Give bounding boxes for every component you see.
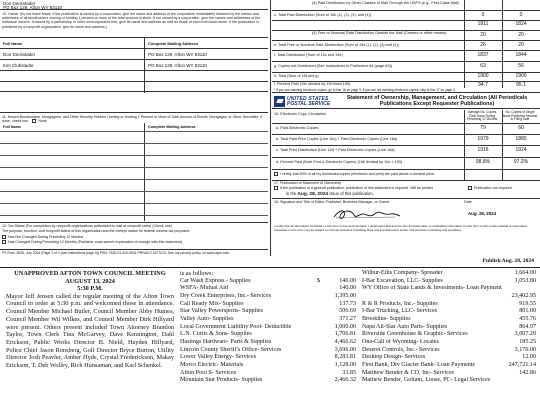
claim-vendor: Riverside Greenhouse & Graphic- Services bbox=[362, 331, 468, 338]
tax-status-section bbox=[0, 222, 268, 255]
currency-symbol: $ bbox=[316, 277, 320, 284]
value-avg: 26 bbox=[480, 42, 486, 48]
claim-amount: 247,721.14 bbox=[508, 362, 536, 369]
certify-checkbox[interactable] bbox=[274, 172, 278, 176]
value-avg: 63 bbox=[480, 63, 486, 69]
minutes-body: Mayor Jeff Jensen called the regular meeting of the Afton Town Council to order at 5:30 p.m. and welcomed those in attendance. Council Member Michael Butler, Council Member Abby Humes, Council Member Wil Wilkes, and Council Member Dirk Hillyard were present. Others present included Town Attorney Brandon Taylor, Town Clerk Tina McGarvey, Dave Kennington, Dahl Erickson, Public Works Director B. Nield, Hayden Hillyard, Police Chief Jason Ronsberg, Golf Director Bryce Burton, Utility Director Josh Peavler, Amber Hyde, Crystal Frederickson, Makay Erickson, T. Deb Wolley, Rich Hunsaman, and Karl Schenkel. bbox=[6, 292, 174, 370]
owner-col-name: Full Name bbox=[3, 41, 23, 46]
claim-amount: 919.55 bbox=[519, 300, 536, 307]
row-total-print-distribution: c. Total Print Distribution (Line 15f) + Paid Electronic Copies (Line 16a) bbox=[276, 148, 395, 152]
claim-amount: 1,128.00 bbox=[334, 362, 356, 369]
claim-vendor: Star Valley Powersports- Supplies bbox=[180, 308, 263, 315]
claim-vendor: Lincoln County Sheriff's Office- Services bbox=[180, 346, 282, 353]
claim-item bbox=[180, 316, 356, 324]
claim-item bbox=[362, 285, 536, 293]
publisher-address: PO Box 129, Afton WY 83110 bbox=[3, 5, 62, 10]
claims-column-2 bbox=[362, 270, 536, 385]
claims-list-1 bbox=[180, 278, 356, 385]
tax-status-purpose: The purpose, function, and nonprofit status of this organization and the exempt status for federal income tax purposes: bbox=[2, 229, 191, 233]
value-avg: 1900 bbox=[477, 73, 489, 79]
sec18-label: 18. Signature and Title of Editor, Publisher, Business Manager, or Owner bbox=[274, 200, 390, 204]
claim-vendor: Dry Creek Enterprises, Inc.- Services bbox=[180, 293, 272, 300]
tax-status-header: 12. Tax Status (For completion by nonprofit organizations authorized to mail at nonprofit rates) (Check one) bbox=[2, 224, 172, 228]
legal-notices bbox=[0, 270, 540, 400]
value-avg: 1811 bbox=[477, 21, 489, 27]
value-single: 60 bbox=[518, 125, 524, 131]
claim-item bbox=[362, 308, 536, 316]
claim-vendor: One-Call of Wyoming- Locates bbox=[362, 339, 439, 346]
claim-item bbox=[362, 377, 536, 385]
council-minutes-column bbox=[6, 270, 174, 370]
sec17-checkbox-a[interactable] bbox=[274, 186, 278, 190]
sec18-date-label: Date bbox=[464, 200, 472, 204]
owner-row bbox=[0, 59, 268, 70]
claim-item bbox=[180, 278, 356, 286]
claim-amount: 12.00 bbox=[522, 354, 536, 361]
claim-vendor: Car Wash Express.- Supplies bbox=[180, 277, 251, 284]
row-percent-paid: i. Percent Paid (15c divided by 15f times 100) bbox=[274, 82, 351, 86]
row-total: h. Total (Sum of 15f and g) bbox=[274, 74, 319, 78]
claim-vendor: WSFA- Mutual Aid bbox=[180, 285, 228, 292]
owner-table-header bbox=[0, 37, 268, 48]
claim-item bbox=[180, 347, 356, 355]
owner-row bbox=[0, 48, 268, 59]
claim-amount: 4,466.62 bbox=[334, 339, 356, 346]
signature-date: Aug. 28, 2024 bbox=[468, 211, 497, 216]
option-1-checkbox[interactable] bbox=[2, 235, 6, 239]
claim-amount: 801.00 bbox=[519, 308, 536, 315]
publish-date: Publish Aug. 28, 2024 bbox=[482, 258, 534, 264]
value-avg: 20 bbox=[480, 32, 486, 38]
value-single: 95.1 bbox=[516, 82, 526, 88]
claim-vendor: Wilbur-Ellis Company- Spreader bbox=[362, 270, 443, 276]
claim-amount: 3,696.00 bbox=[334, 346, 356, 353]
claim-item bbox=[362, 278, 536, 286]
value-single: 1900 bbox=[515, 73, 527, 79]
value-single: 1824 bbox=[515, 21, 527, 27]
claim-vendor: Valley Auto- Supplies bbox=[180, 316, 234, 323]
claim-item bbox=[180, 354, 356, 362]
value-single: 1880 bbox=[515, 136, 527, 142]
value-single: 20 bbox=[518, 42, 524, 48]
claim-item bbox=[362, 270, 536, 278]
claim-amount: 2,466.32 bbox=[334, 377, 356, 384]
form-footer: PS Form 3526, July 2014 (Page 1 of 4 (see instructions page 4)) PSN: 7530-01-000-9931 PRIVACY NOTICE: See our privacy policy on www.usps.com. bbox=[0, 249, 268, 255]
row-percent-paid-both: d. Percent Paid (Both Print & Electronic Copies) (16b divided by 16c × 100) bbox=[276, 160, 403, 164]
row-free-outside-mail: (4) Free or Nominal Rate Distribution Outside the Mail (Carriers or other means) bbox=[312, 31, 447, 35]
owner-name: Don Deckstader bbox=[3, 52, 36, 57]
value-avg: 1916 bbox=[477, 147, 489, 153]
claim-amount: 1,664.00 bbox=[514, 270, 536, 276]
circulation-table bbox=[272, 0, 540, 92]
option-2-checkbox[interactable] bbox=[2, 240, 6, 244]
claims-column-1 bbox=[180, 270, 356, 385]
owner-name: Kim Clubstader bbox=[3, 63, 34, 68]
claim-vendor: R & R Products, Inc.- Supplies bbox=[362, 300, 438, 307]
statement-title: Statement of Ownership, Management, and Circulation (All Periodicals Publications Except Requester Publications) bbox=[346, 95, 528, 108]
claim-vendor: Hastings Hardware- Parts & Supplies bbox=[180, 339, 272, 346]
value-avg: 0 bbox=[481, 12, 485, 18]
bondholders-header: 11. Known Bondholders, Mortgagees, and Other Security Holders Owning or Holding 1 Percent or More of Total Amount of Bonds, Mortgages, or Other Securities. If none, check box None bbox=[2, 115, 263, 124]
claim-item bbox=[362, 339, 536, 347]
claim-vendor: Mountain Star Products- Supplies bbox=[180, 377, 263, 384]
claim-item bbox=[180, 324, 356, 332]
usps-logo: UNITED STATES POSTAL SERVICE bbox=[274, 95, 332, 108]
row-total-free: e. Total Free or Nominal Rate Distribution (Sum of 15d (1), (2), (3) and (4)) bbox=[274, 43, 399, 47]
claim-vendor: Local Government Liability Pool- Deductible bbox=[180, 323, 292, 330]
minutes-time: 5:30 P.M. bbox=[77, 285, 103, 293]
eagle-icon bbox=[274, 96, 285, 107]
none-checkbox[interactable] bbox=[32, 119, 36, 123]
bondholders-col-address: Complete Mailing Address bbox=[148, 125, 196, 129]
sec17-issue: in the Aug. 28, 2024 issue of this publication. bbox=[286, 191, 374, 197]
owner-address: PO Box 129, Afton WY 83110 bbox=[148, 63, 207, 68]
tax-status-option-2: Has Changed During Preceding 12 Months (Publisher must submit explanation of change with this statement) bbox=[2, 240, 264, 244]
claim-vendor: Lower Valley Energy- Services bbox=[180, 354, 257, 361]
claim-amount: 1,706.81 bbox=[334, 331, 356, 338]
value-avg: 1979 bbox=[477, 136, 489, 142]
value-single: 1924 bbox=[515, 147, 527, 153]
sec17-option-a: If the publication is a general publication, publication of this statement is required. Will be printed bbox=[274, 186, 540, 190]
sec17-label: 17. Publication of Statement of Ownership bbox=[274, 181, 342, 185]
claim-vendor: Call Ready Mix- Supplies bbox=[180, 300, 244, 307]
claims-list-2 bbox=[362, 270, 536, 385]
claim-vendor: I-Bar Excavation, LLC- Supplies bbox=[362, 277, 443, 284]
claim-vendor: First Bank, Div Glacier Bank- Loan Payments bbox=[362, 362, 475, 369]
claim-item bbox=[180, 293, 356, 301]
certify-50-percent: I certify that 50% of all my distributed copies (electronic and print) are paid above a nominal price. bbox=[274, 172, 540, 176]
publisher-name: Don Deckstader bbox=[3, 1, 36, 6]
claim-item bbox=[180, 370, 356, 378]
value-avg: 94.7 bbox=[478, 82, 488, 88]
claim-item bbox=[180, 308, 356, 316]
claim-amount: 23,402.95 bbox=[511, 293, 536, 300]
claim-vendor: I-Bar Trucking, LLC- Services bbox=[362, 308, 438, 315]
row-total-paid-print-electronic: b. Total Paid Print Copies (Line 15c) + Paid Electronic Copies (Line 16a) bbox=[276, 137, 398, 141]
value-single: 56 bbox=[518, 63, 524, 69]
claim-amount: 371.27 bbox=[339, 316, 356, 323]
signature-image bbox=[332, 207, 402, 221]
signature-section bbox=[272, 198, 540, 255]
claim-item bbox=[362, 331, 536, 339]
claim-vendor: Desktop Design- Services bbox=[362, 354, 426, 361]
usps-header bbox=[272, 92, 540, 109]
claim-item bbox=[180, 362, 356, 370]
minutes-title: UNAPPROVED AFTON TOWN COUNCIL MEETING bbox=[14, 270, 166, 277]
owner-col-address: Complete Mailing Address bbox=[148, 41, 199, 46]
claim-item bbox=[180, 301, 356, 309]
owner-row bbox=[0, 70, 268, 81]
section-divider bbox=[0, 267, 540, 268]
claim-vendor: Mathew Bender, Gottam, Loose, PC- Legal Services bbox=[362, 377, 491, 384]
sec17-option-b: Publication not required. bbox=[468, 186, 540, 190]
claim-item bbox=[362, 301, 536, 309]
form-left-column bbox=[0, 0, 270, 255]
publisher-address-box bbox=[0, 0, 268, 10]
row-copies-not-distributed: g. Copies not Distributed (See Instructions to Publishers #4 (page #3)) bbox=[274, 64, 392, 68]
value-single: 97.2% bbox=[513, 159, 529, 165]
tax-status-option-1: Has Not Changed During Preceding 12 Months bbox=[2, 235, 264, 239]
claim-item bbox=[362, 362, 536, 370]
claim-vendor: WY Office of State Lands & Investments- Loan Payment bbox=[362, 285, 502, 292]
value-avg: 1837 bbox=[477, 52, 489, 58]
claim-item bbox=[180, 331, 356, 339]
owner-row bbox=[0, 81, 268, 92]
claim-amount: 506.69 bbox=[339, 308, 356, 315]
claim-amount: 1,053.80 bbox=[514, 277, 536, 284]
row-paid-other-classes: (4) Paid Distribution by Other Classes of Mail Through the USPS (e.g., First-Class Mail) bbox=[312, 1, 459, 5]
claim-vendor: Deseret Controls, Inc.- Services bbox=[362, 346, 440, 353]
claim-vendor: Matthew Bender & CO, Inc- Services bbox=[362, 369, 455, 376]
claim-item bbox=[362, 347, 536, 355]
form-right-column bbox=[272, 0, 540, 255]
owner-table bbox=[0, 37, 268, 92]
claim-item bbox=[362, 324, 536, 332]
value-avg: 79 bbox=[480, 125, 486, 131]
claim-item bbox=[180, 377, 356, 385]
value-single: 1844 bbox=[515, 52, 527, 58]
claim-amount: 1,000.00 bbox=[334, 323, 356, 330]
claim-item bbox=[180, 339, 356, 347]
electronic-copy-header: 16. Electronic Copy Circulation Average No. Copies Each Issue During Preceding 12 Months No. Copies of Single Issue Published Nearest to Filing Date bbox=[274, 110, 538, 122]
claim-amount: 3,007.20 bbox=[514, 331, 536, 338]
claim-item bbox=[362, 316, 536, 324]
claim-amount: 185.25 bbox=[519, 339, 536, 346]
claims-intro: is as follows: bbox=[180, 270, 214, 277]
claim-item bbox=[180, 285, 356, 293]
value-single: 20 bbox=[518, 32, 524, 38]
claim-vendor: Napa All-Star Auto Parts- Supplies bbox=[362, 323, 448, 330]
claim-amount: 140.00 bbox=[339, 277, 356, 284]
claim-vendor: Brooklins- Supplies bbox=[362, 316, 411, 323]
value-single: 0 bbox=[519, 12, 523, 18]
row-paid-electronic: a. Paid Electronic Copies bbox=[276, 126, 319, 130]
claim-amount: 33.85 bbox=[342, 369, 356, 376]
claim-amount: 455.76 bbox=[519, 316, 536, 323]
owner-section bbox=[0, 12, 268, 68]
claim-amount: 137.73 bbox=[339, 300, 356, 307]
claim-vendor: L.N. Curtis & Sons- Supplies bbox=[180, 331, 252, 338]
claim-amount: 1,395.00 bbox=[334, 293, 356, 300]
certify-text: I certify that all information furnished on this form is true and complete. I understand that anyone who furnishes false or misleading information on this form or who omits material or information requested on the form may be subject to criminal sanctions (including fines and imprisonment) and/or civil sanctions (including civil penalties). bbox=[274, 224, 528, 232]
owner-header: 10. Owner (Do not leave blank. If the publication is owned by a corporation, give the name and address of the corporation immediately followed by the names and addresses of all stockholders owning or holding 1 percent or more of the total amount of stock. If not owned by a corporation, give the names and addresses of the individual owners. If owned by a partnership or other unincorporated firm, give its name and address as well as those of each individual owner. If the publication is published by a nonprofit organization, give its name and address.) bbox=[2, 12, 261, 29]
claim-vendor: Morco Electric- Materials bbox=[180, 362, 244, 369]
claim-amount: 3,170.00 bbox=[514, 346, 536, 353]
claim-amount: 8,283.81 bbox=[334, 354, 356, 361]
electronic-note: * If you are claiming electronic copies, go to line 16 on page 3. If you are not claiming electronic copies, skip to line 17 on page 3. bbox=[274, 88, 456, 92]
bondholders-col-name: Full Name bbox=[3, 125, 22, 129]
sec17-checkbox-b[interactable] bbox=[468, 186, 472, 190]
row-total-paid: c. Total Paid Distribution (Sum of 15b (1), (2), (3), and (4)) bbox=[274, 13, 371, 17]
claim-item bbox=[362, 370, 536, 378]
owner-address: PO Box 129, Afton WY 83110 bbox=[148, 52, 207, 57]
claim-amount: 142.86 bbox=[519, 369, 536, 376]
bondholders-section bbox=[0, 112, 268, 222]
claim-item bbox=[362, 293, 536, 301]
minutes-date: AUGUST 13, 2024 bbox=[65, 277, 115, 285]
value-avg: 98.8% bbox=[475, 159, 491, 165]
claim-item bbox=[362, 354, 536, 362]
claim-amount: 140.00 bbox=[339, 285, 356, 292]
row-total-distribution: f. Total Distribution (Sum of 15c and 15e) bbox=[274, 53, 343, 57]
claim-amount: 864.97 bbox=[519, 323, 536, 330]
claim-vendor: Afton Pool S- Services bbox=[180, 369, 237, 376]
